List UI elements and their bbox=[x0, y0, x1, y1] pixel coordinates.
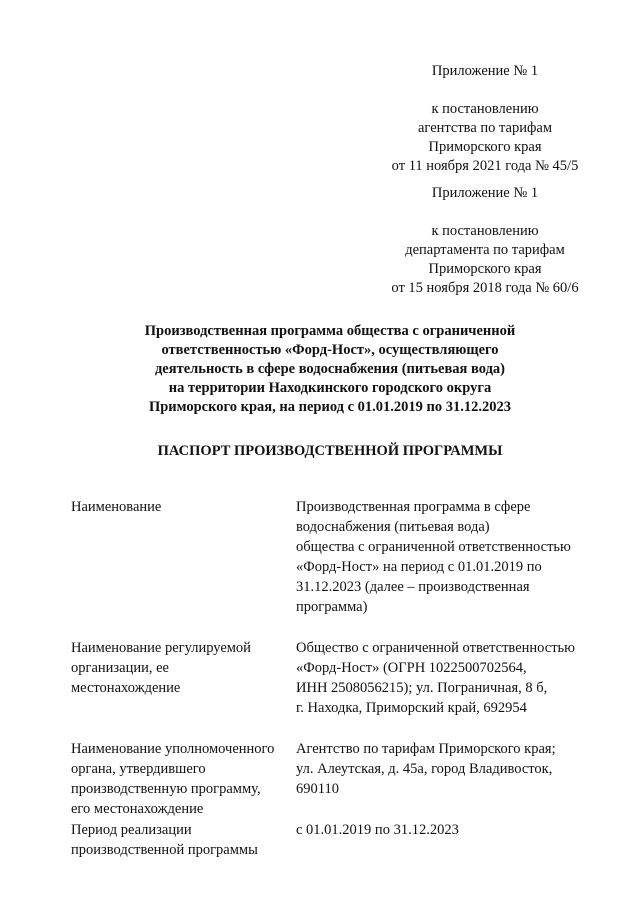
label-line: Наименование уполномоченного bbox=[71, 741, 275, 757]
passport-heading: ПАСПОРТ ПРОИЗВОДСТВЕННОЙ ПРОГРАММЫ bbox=[157, 443, 503, 459]
value-line: «Форд-Ност» (ОГРН 1022500702564, bbox=[296, 660, 527, 676]
appendix-1-block bbox=[355, 62, 615, 176]
value-line: Агентство по тарифам Приморского края; bbox=[296, 741, 556, 757]
appendix-2-block bbox=[355, 184, 615, 298]
row-value bbox=[296, 739, 596, 799]
value-line: Общество с ограниченной ответственностью bbox=[296, 640, 575, 656]
row-value bbox=[296, 497, 596, 617]
row-value bbox=[296, 820, 596, 840]
label-line: местонахождение bbox=[71, 680, 181, 696]
label-line: Наименование bbox=[71, 499, 162, 515]
value-line: водоснабжения (питьевая вода) bbox=[296, 519, 490, 535]
value-line: ИНН 2508056215); ул. Пограничная, 8 б, bbox=[296, 680, 548, 696]
row-label bbox=[71, 497, 286, 517]
value-line: Производственная программа в сфере bbox=[296, 499, 531, 515]
appendix-2-line: Приморского края bbox=[428, 261, 542, 277]
label-line: Наименование регулируемой bbox=[71, 640, 251, 656]
value-line: с 01.01.2019 по 31.12.2023 bbox=[296, 822, 459, 838]
appendix-1-line: агентства по тарифам bbox=[418, 120, 552, 136]
value-line: 690110 bbox=[296, 781, 339, 797]
label-line: органа, утвердившего bbox=[71, 761, 206, 777]
label-line: Период реализации bbox=[71, 822, 192, 838]
row-value bbox=[296, 638, 596, 718]
label-line: организации, ее bbox=[71, 660, 169, 676]
label-line: производственную программу, bbox=[71, 781, 261, 797]
appendix-1-line: Приморского края bbox=[428, 139, 542, 155]
title-line: деятельность в сфере водоснабжения (питьевая вода) bbox=[154, 361, 506, 377]
appendix-1-line: к постановлению bbox=[431, 101, 539, 117]
appendix-1-heading: Приложение № 1 bbox=[431, 63, 539, 79]
title-line: ответственностью «Форд-Ност», осуществляющего bbox=[161, 342, 499, 358]
value-line: «Форд-Ност» на период с 01.01.2019 по bbox=[296, 559, 542, 575]
appendix-2-heading: Приложение № 1 bbox=[431, 185, 539, 201]
row-label bbox=[71, 739, 286, 819]
value-line: программа) bbox=[296, 599, 368, 615]
title-line: Производственная программа общества с ограниченной bbox=[144, 323, 516, 339]
appendix-2-line: от 15 ноября 2018 года № 60/6 bbox=[391, 280, 579, 296]
document-title bbox=[60, 322, 600, 417]
value-line: г. Находка, Приморский край, 692954 bbox=[296, 700, 527, 716]
label-line: производственной программы bbox=[71, 842, 258, 858]
appendix-1-line: от 11 ноября 2021 года № 45/5 bbox=[391, 158, 579, 174]
value-line: ул. Алеутская, д. 45а, город Владивосток, bbox=[296, 761, 553, 777]
label-line: его местонахождение bbox=[71, 801, 204, 817]
value-line: 31.12.2023 (далее – производственная bbox=[296, 579, 530, 595]
title-line: Приморского края, на период с 01.01.2019 по 31.12.2023 bbox=[148, 399, 512, 415]
row-label bbox=[71, 638, 286, 698]
title-line: на территории Находкинского городского округа bbox=[168, 380, 492, 396]
row-label bbox=[71, 820, 286, 860]
appendix-2-line: департамента по тарифам bbox=[405, 242, 565, 258]
appendix-2-line: к постановлению bbox=[431, 223, 539, 239]
value-line: общества с ограниченной ответственностью bbox=[296, 539, 571, 555]
